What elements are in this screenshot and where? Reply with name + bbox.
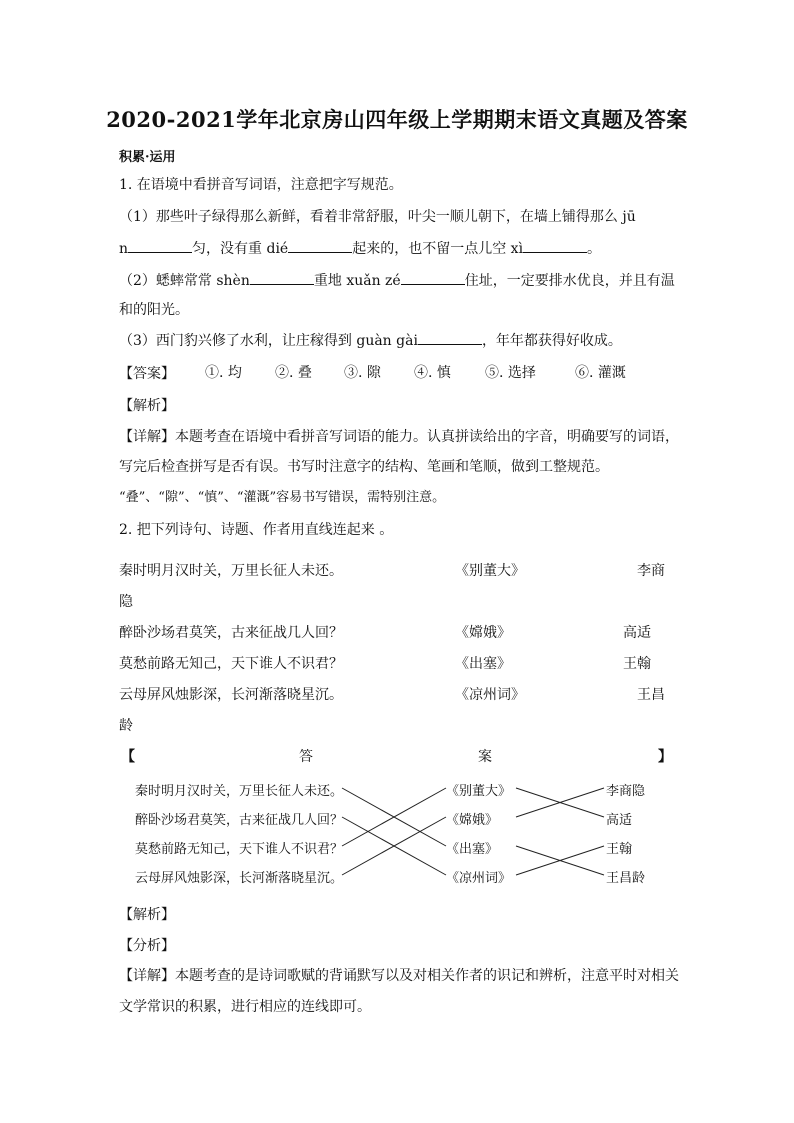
- answer-blank: [250, 270, 314, 285]
- answer-item: ③. 隙: [344, 365, 381, 381]
- answer-item: ①. 均: [205, 365, 242, 381]
- q1-part1-line2: [119, 238, 601, 259]
- q2-poem-title: 《别董大》: [455, 563, 525, 579]
- q2-author: 王翰: [623, 656, 651, 672]
- answer-bracket-close: 】: [658, 749, 672, 765]
- diagram-verse: 莫愁前路无知己，天下谁人不识君？: [135, 842, 344, 857]
- answer-blank: [401, 270, 465, 285]
- text-segment: （3）西门豹兴修了水利，让庄稼得到 guàn gài: [119, 333, 418, 349]
- diagram-author: 王昌龄: [606, 871, 646, 886]
- text-segment: 起来的，也不留一点儿空 xì: [352, 241, 524, 257]
- text-segment: ，年年都获得好收成。: [481, 333, 622, 349]
- answer-tag: 【答案】: [119, 366, 175, 382]
- detail-line: “叠”、“隙”、“慎”、“灌溉”容易书写错误，需特别注意。: [119, 490, 446, 505]
- section-heading: 积累·运用: [119, 150, 176, 165]
- answer-bracket-open: 【: [121, 749, 135, 765]
- answer-item: ⑥. 灌溉: [575, 365, 626, 381]
- q1-part3: [119, 330, 622, 351]
- diagram-title: 《嫦娥》: [446, 813, 499, 828]
- q2-poem-title: 《凉州词》: [455, 687, 525, 703]
- diagram-verse: 醉卧沙场君莫笑，古来征战几人回？: [135, 813, 344, 828]
- diagram-author: 高适: [606, 813, 633, 828]
- detail-line: 【详解】本题考查的是诗词歌赋的背诵默写以及对相关作者的识记和辨析，注意平时对相关: [119, 968, 679, 984]
- detail-line: 写完后检查拼写是否有误。书写时注意字的结构、笔画和笔顺，做到工整规范。: [119, 459, 609, 475]
- answer-item: ⑤. 选择: [485, 365, 536, 381]
- answer-blank: [418, 330, 482, 345]
- q2-poem-title: 《出塞》: [455, 656, 511, 672]
- q2-stem: 2. 把下列诗句、诗题、作者用直线连起来 。: [119, 522, 394, 538]
- diagram-author: 王翰: [606, 842, 633, 857]
- text-segment: （2）蟋蟀常常 shèn: [119, 273, 250, 289]
- page-title: 2020-2021学年北京房山四年级上学期期末语文真题及答案: [106, 107, 688, 132]
- q2-author-wrap: 龄: [119, 718, 133, 734]
- diagram-title: 《凉州词》: [446, 871, 512, 886]
- fenxi-tag: 【分析】: [119, 938, 175, 954]
- q1-part1-line1: （1）那些叶子绿得那么新鲜，看着非常舒服，叶尖一顺儿朝下，在墙上铺得那么 jū: [119, 209, 636, 225]
- answer-item: ②. 叠: [275, 365, 312, 381]
- diagram-title: 《出塞》: [446, 842, 499, 857]
- q1-part2-line2: 和的阳光。: [119, 302, 189, 318]
- diagram-verse: 云母屏风烛影深，长河渐落晓星沉。: [135, 871, 344, 886]
- detail-line: 文学常识的积累，进行相应的连线即可。: [119, 999, 371, 1015]
- q1-stem: 1. 在语境中看拼音写词语，注意把字写规范。: [119, 177, 403, 193]
- detail-line: 【详解】本题考查在语境中看拼音写词语的能力。认真拼读给出的字音，明确要写的词语，: [119, 429, 679, 445]
- q2-verse: 莫愁前路无知己，天下谁人不识君？: [119, 656, 343, 672]
- analysis-tag: 【解析】: [119, 398, 175, 414]
- answer-blank: [523, 238, 587, 253]
- text-segment: n: [119, 241, 129, 257]
- diagram-title: 《别董大》: [446, 784, 512, 799]
- q2-author: 王昌: [637, 687, 665, 703]
- q2-verse: 云母屏风烛影深，长河渐落晓星沉。: [119, 687, 343, 703]
- answer-blank: [128, 238, 192, 253]
- answer-char: 案: [478, 749, 492, 765]
- answer-char: 答: [299, 749, 313, 765]
- diagram-author: 李商隐: [606, 784, 646, 799]
- q2-verse: 秦时明月汉时关，万里长征人未还。: [119, 563, 343, 579]
- q1-part2-line1: [119, 270, 675, 291]
- text-segment: 匀，没有重 dié: [192, 241, 289, 257]
- matching-diagram: [120, 773, 680, 888]
- text-segment: 重地 xuǎn zé: [313, 273, 401, 289]
- answer-blank: [288, 238, 352, 253]
- q2-poem-title: 《嫦娥》: [455, 625, 511, 641]
- analysis-tag: 【解析】: [119, 907, 175, 923]
- q2-author-wrap: 隐: [119, 594, 133, 610]
- diagram-verse: 秦时明月汉时关，万里长征人未还。: [135, 784, 344, 799]
- text-segment: 。: [587, 241, 602, 257]
- q2-verse: 醉卧沙场君莫笑，古来征战几人回？: [119, 625, 343, 641]
- q2-author: 高适: [623, 625, 651, 641]
- q2-author: 李商: [637, 563, 665, 579]
- answer-item: ④. 慎: [414, 365, 451, 381]
- text-segment: 住址，一定要排水优良，并且有温: [464, 273, 675, 289]
